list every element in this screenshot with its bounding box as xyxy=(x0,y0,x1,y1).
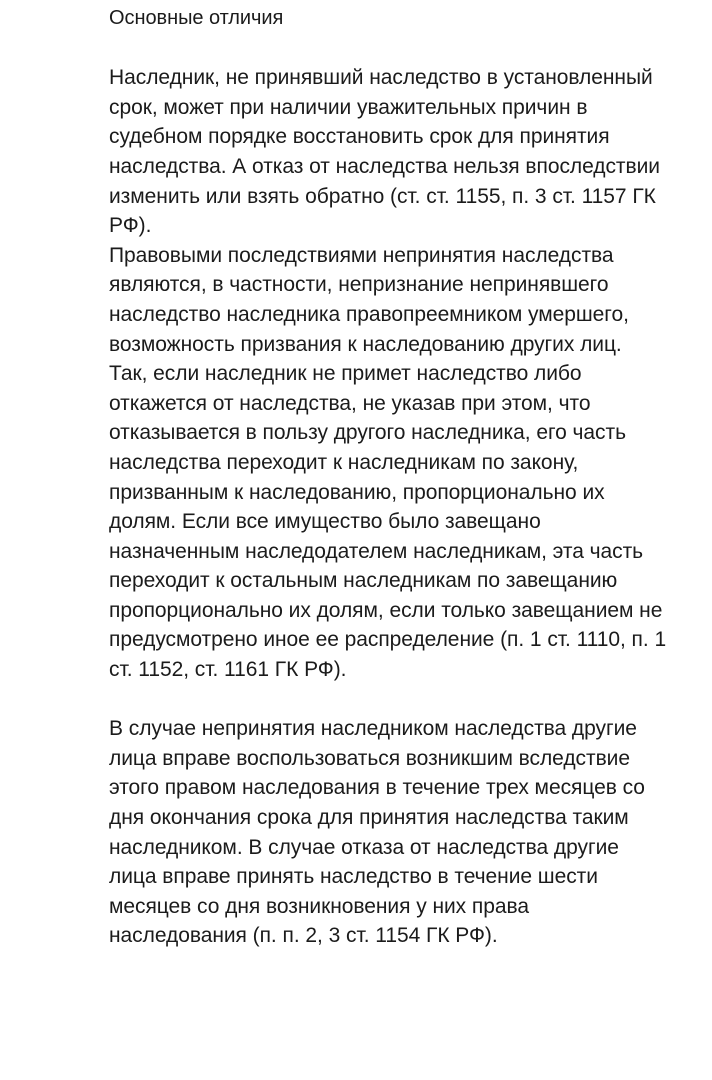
section-heading: Основные отличия xyxy=(109,7,284,29)
paragraph-2: Правовыми последствиями непринятия наследства являются, в частности, непризнание непринявшего наследство наследника правопреемником умершего, возможность призвания к наследованию других лиц. xyxy=(109,243,629,356)
paragraph-3: Так, если наследник не примет наследство либо откажется от наследства, не указав при этом, что отказывается в пользу другого наследника, его часть наследства переходит к наследникам по закону, призванным к наследованию, пропорционально их долям. Если все имущество было завещано назначенным наследодателем наследникам, эта часть переходит к остальным наследникам по завещанию пропорционально их долям, если только завещанием не предусмотрено иное ее распределение (п. 1 ст. 1110, п. 1 ст. 1152, ст. 1161 ГК РФ). xyxy=(109,362,667,682)
paragraph-4: В случае непринятия наследником наследства другие лица вправе воспользоваться возникшим вследствие этого правом наследования в течение трех месяцев со дня окончания срока для принятия наследства таким наследником. В случае отказа от наследства другие лица вправе принять наследство в течение шести месяцев со дня возникновения у них права наследования (п. п. 2, 3 ст. 1154 ГК РФ). xyxy=(109,717,645,948)
paragraph-1: Наследник, не принявший наследство в установленный срок, может при наличии уважительных причин в судебном порядке восстановить срок для принятия наследства. А отказ от наследства нельзя впоследствии изменить или взять обратно (ст. ст. 1155, п. 3 ст. 1157 ГК РФ). xyxy=(109,66,660,238)
spacer xyxy=(109,34,669,64)
spacer xyxy=(109,685,669,715)
article-body xyxy=(109,4,669,951)
